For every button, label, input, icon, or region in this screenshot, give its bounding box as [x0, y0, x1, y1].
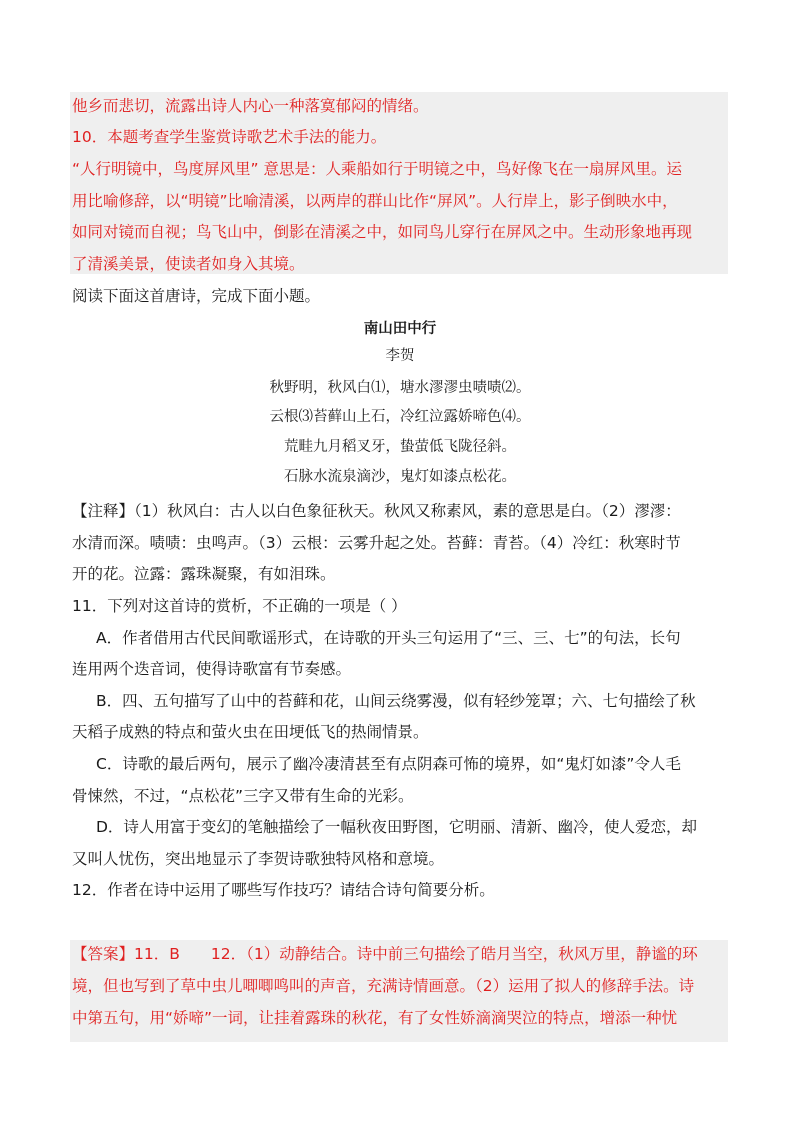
poem-line: 云根⑶苔藓山上石，冷红泣露娇啼色⑷。 [269, 409, 531, 425]
option-a-cont: 连用两个迭音词，使得诗歌富有节奏感。 [72, 660, 352, 678]
q10-analysis-heading: 10．本题考查学生鉴赏诗歌艺术手法的能力。 [72, 128, 387, 146]
option-c-cont: 骨悚然，不过，“点松花”三字又带有生命的光彩。 [72, 787, 414, 805]
q10-analysis-line: 了清溪美景，使读者如身入其境。 [72, 255, 305, 273]
notes-line: 开的花。泣露：露珠凝聚，有如泪珠。 [72, 565, 336, 583]
option-b: B．四、五句描写了山中的苔藓和花，山间云绕雾漫，似有轻纱笼罩；六、七句描绘了秋 [96, 692, 696, 710]
option-a: A．作者借用古代民间歌谣形式，在诗歌的开头三句运用了“三、三、七”的句法，长句 [96, 629, 681, 647]
answer-continuation-line: 他乡而悲切，流露出诗人内心一种落寞郁闷的情绪。 [72, 97, 429, 115]
poem-author: 李贺 [385, 348, 415, 364]
answer-line: 境，但也写到了草中虫儿唧唧鸣叫的声音，充满诗情画意。（2）运用了拟人的修辞手法。诗 [72, 977, 695, 995]
q10-analysis-line: 用比喻修辞，以“明镜”比喻清溪，以两岸的群山比作“屏风”。人行岸上，影子倒映水中， [72, 192, 678, 210]
option-d: D．诗人用富于变幻的笔触描绘了一幅秋夜田野图，它明丽、清新、幽冷，使人爱恋，却 [96, 818, 697, 836]
answer-line: 中第五句，用“娇啼”一词，让挂着露珠的秋花，有了女性娇滴滴哭泣的特点，增添一种忧 [72, 1009, 678, 1027]
option-b-cont: 天稻子成熟的特点和萤火虫在田埂低飞的热闹情景。 [72, 723, 429, 741]
option-c: C．诗歌的最后两句，展示了幽冷凄清甚至有点阴森可怖的境界，如“鬼灯如漆”令人毛 [96, 755, 681, 773]
reading-instruction: 阅读下面这首唐诗，完成下面小题。 [72, 287, 321, 305]
question-11-stem: 11．下列对这首诗的赏析，不正确的一项是（ ） [72, 597, 407, 615]
poem-line: 荒畦九月稻叉牙，蛰萤低飞陇径斜。 [284, 439, 516, 455]
q10-analysis-line: “人行明镜中，鸟度屏风里” 意思是：人乘船如行于明镜之中，鸟好像飞在一扇屏风里。运 [72, 160, 682, 178]
question-12-stem: 12．作者在诗中运用了哪些写作技巧？请结合诗句简要分析。 [72, 881, 495, 899]
poem-line: 秋野明，秋风白⑴，塘水漻漻虫啧啧⑵。 [269, 380, 531, 396]
answer-shaded-block-top [70, 92, 728, 274]
poem-title: 南山田中行 [363, 320, 437, 337]
notes-line: 【注释】（1）秋风白：古人以白色象征秋天。秋风又称素风，素的意思是白。（2）漻漻： [72, 502, 681, 520]
answer-line: 【答案】11．B 12．（1）动静结合。诗中前三句描绘了皓月当空，秋风万里，静谧的环 [72, 945, 698, 963]
q10-analysis-line: 如同对镜而自视；鸟飞山中，倒影在清溪之中，如同鸟儿穿行在屏风之中。生动形象地再现 [72, 223, 693, 241]
poem-line: 石脉水流泉滴沙，鬼灯如漆点松花。 [284, 469, 516, 485]
option-d-cont: 又叫人忧伤，突出地显示了李贺诗歌独特风格和意境。 [72, 850, 445, 868]
notes-line: 水清而深。啧啧：虫鸣声。（3）云根：云雾升起之处。苔藓：青苔。（4）冷红：秋寒时节 [72, 534, 681, 552]
